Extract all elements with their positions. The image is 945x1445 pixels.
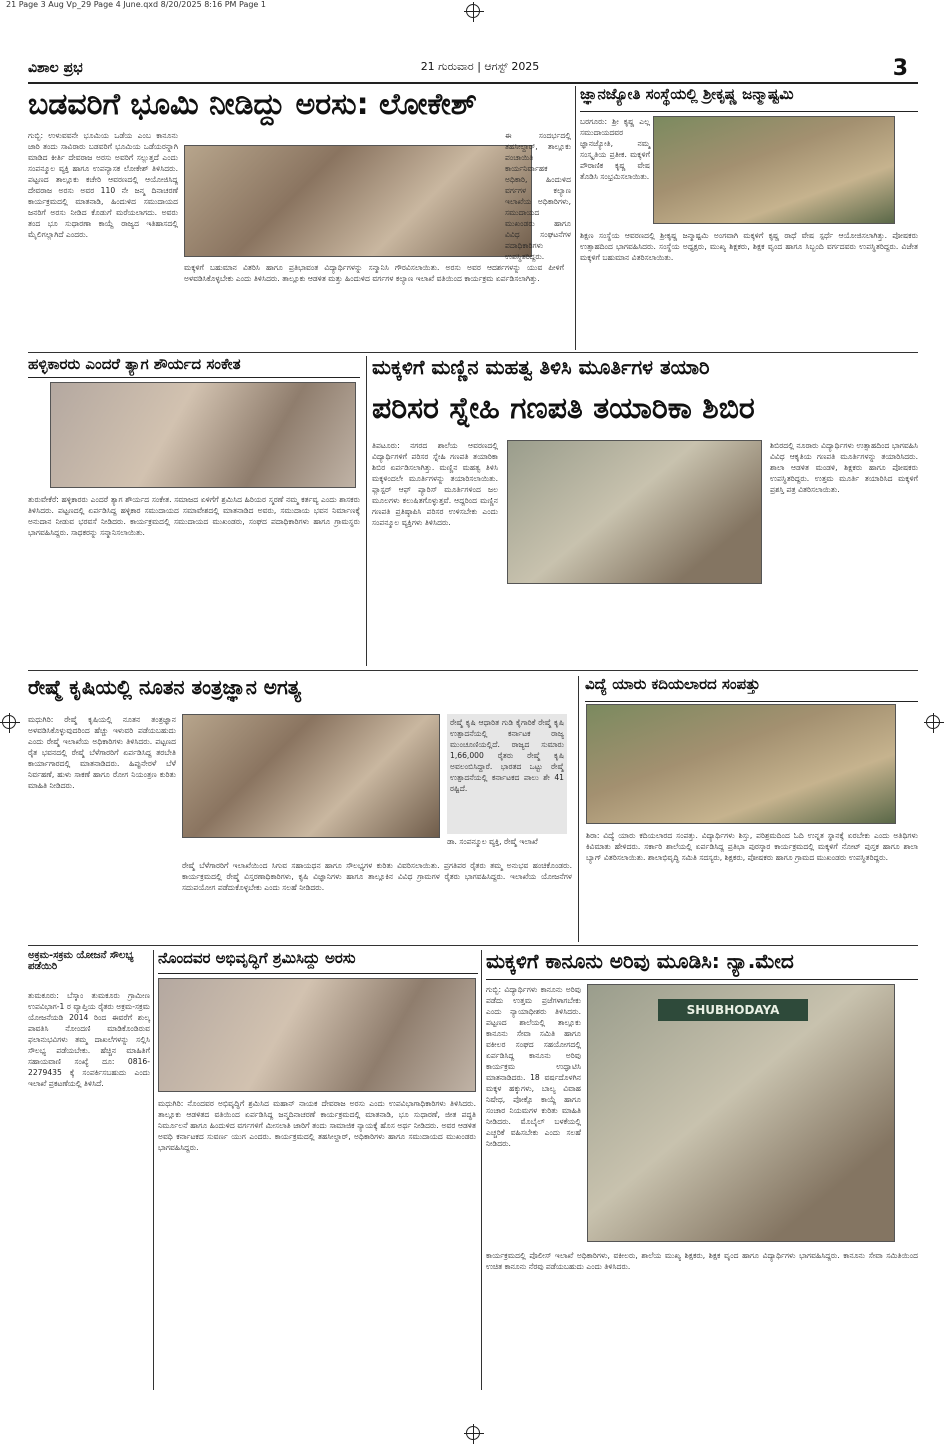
- headline-land: ಬಡವರಿಗೆ ಭೂಮಿ ನೀಡಿದ್ದು ಅರಸು: ಲೋಕೇಶ್: [28, 87, 477, 122]
- article-ganesha-body: ತಿಪಟೂರು: ನಗರದ ಶಾಲೆಯ ಆವರಣದಲ್ಲಿ ವಿದ್ಯಾರ್ಥಿಗಳಿಗೆ ಪರಿಸರ ಸ್ನೇಹಿ ಗಣಪತಿ ತಯಾರಿಕಾ ಶಿಬಿರ ಏರ್ಪಡಿಸಲಾಗಿತ್ತು. ಮಣ್ಣಿನ ಮಹತ್ವ ತಿಳಿಸಿ ಮಕ್ಕಳಿಂದಲೇ ಮೂರ್ತಿಗಳನ್ನು ತಯಾರಿಸಲಾಯಿತು. ಪ್ಲಾಸ್ಟರ್ ಆಫ್ ಪ್ಯಾರಿಸ್ ಮೂರ್ತಿಗಳಿಂದ ಜಲ ಮೂಲಗಳು ಕಲುಷಿತಗೊಳ್ಳುತ್ತವೆ. ಆದ್ದರಿಂದ ಮಣ್ಣಿನ ಗಣಪತಿ ಪ್ರತಿಷ್ಠಾಪಿಸಿ ಪರಿಸರ ಉಳಿಸಬೇಕು ಎಂದು ಸಂಪನ್ಮೂಲ ವ್ಯಕ್ತಿಗಳು ತಿಳಿಸಿದರು.: [372, 441, 498, 527]
- article-krishna-side: ಬರಗೂರು: ಶ್ರೀ ಕೃಷ್ಣ ಎಲ್ಲ ಸಮುದಾಯದವರ ಜ್ಞಾನಜ್ಯೋತಿ, ನಮ್ಮ ಸಂಸ್ಕೃತಿಯ ಪ್ರತೀಕ. ಮಕ್ಕಳಿಗೆ ಪೌರಾಣಿಕ ಕೃಷ್ಣ ವೇಷ ತೊಡಿಸಿ ಸಂಭ್ರಮಿಸಲಾಯಿತು.: [580, 117, 650, 181]
- headline-arasu: ನೊಂದವರ ಅಭಿವೃದ್ಧಿಗೆ ಶ್ರಮಿಸಿದ್ದು ಅರಸು: [158, 950, 478, 974]
- article-law-body2: ಕಾರ್ಯಕ್ರಮದಲ್ಲಿ ಪೊಲೀಸ್ ಇಲಾಖೆ ಅಧಿಕಾರಿಗಳು, ವಕೀಲರು, ಶಾಲೆಯ ಮುಖ್ಯ ಶಿಕ್ಷಕರು, ಶಿಕ್ಷಕ ವೃಂದ ಹಾಗೂ ವಿದ್ಯಾರ್ಥಿಗಳು ಭಾಗವಹಿಸಿದ್ದರು. ಕಾನೂನು ಸೇವಾ ಸಮಿತಿಯಿಂದ ಉಚಿತ ಕಾನೂನು ನೆರವು ಪಡೆಯಬಹುದು ಎಂದು ತಿಳಿಸಿದರು.: [486, 1251, 918, 1271]
- article-krishna-body: ಶಿಕ್ಷಣ ಸಂಸ್ಥೆಯ ಆವರಣದಲ್ಲಿ ಶ್ರೀಕೃಷ್ಣ ಜನ್ಮಾಷ್ಟಮಿ ಅಂಗವಾಗಿ ಮಕ್ಕಳಿಗೆ ಕೃಷ್ಣ ರಾಧೆ ವೇಷ ಸ್ಪರ್ಧೆ ಆಯೋಜಿಸಲಾಗಿತ್ತು. ಪೋಷಕರು ಉತ್ಸಾಹದಿಂದ ಭಾಗವಹಿಸಿದರು. ಸಂಸ್ಥೆಯ ಅಧ್ಯಕ್ಷರು, ಮುಖ್ಯ ಶಿಕ್ಷಕರು, ಶಿಕ್ಷಕ ವೃಂದ ಹಾಗೂ ಸಿಬ್ಬಂದಿ ವರ್ಗದವರು ಉಪಸ್ಥಿತರಿದ್ದರು. ವಿಜೇತ ಮಕ್ಕಳಿಗೆ ಬಹುಮಾನ ವಿತರಿಸಲಾಯಿತು.: [580, 231, 918, 262]
- column-rule: [578, 676, 579, 942]
- photo-law-lamp-lighting: [587, 984, 895, 1242]
- headline-halli: ಹಳ್ಳಿಕಾರರು ಎಂದರೆ ತ್ಯಾಗ ಶೌರ್ಯದ ಸಂಕೇತ: [28, 356, 360, 378]
- photo-ganesha-workshop: [507, 440, 762, 584]
- registration-mark-top: [466, 4, 480, 18]
- section-rule: [28, 670, 918, 671]
- column-rule: [153, 950, 154, 1390]
- masthead-name: ವಿಶಾಲ ಪ್ರಭ: [28, 60, 83, 76]
- headline-silk: ರೇಷ್ಮೆ ಕೃಷಿಯಲ್ಲಿ ನೂತನ ತಂತ್ರಜ್ಞಾನ ಅಗತ್ಯ: [28, 675, 302, 699]
- article-law-body: ಗುಬ್ಬಿ: ವಿದ್ಯಾರ್ಥಿಗಳು ಕಾನೂನು ಅರಿವು ಪಡೆದು ಉತ್ತಮ ಪ್ರಜೆಗಳಾಗಬೇಕು ಎಂದು ನ್ಯಾಯಾಧೀಶರು ತಿಳಿಸಿದರು. ಪಟ್ಟಣದ ಶಾಲೆಯಲ್ಲಿ ತಾಲ್ಲೂಕು ಕಾನೂನು ಸೇವಾ ಸಮಿತಿ ಹಾಗೂ ವಕೀಲರ ಸಂಘದ ಸಹಯೋಗದಲ್ಲಿ ಏರ್ಪಡಿಸಿದ್ದ ಕಾನೂನು ಅರಿವು ಕಾರ್ಯಕ್ರಮ ಉದ್ಘಾಟಿಸಿ ಮಾತನಾಡಿದರು. 18 ವರ್ಷದೊಳಗಿನ ಮಕ್ಕಳ ಹಕ್ಕುಗಳು, ಬಾಲ್ಯ ವಿವಾಹ ನಿಷೇಧ, ಪೋಕ್ಸೊ ಕಾಯ್ದೆ ಹಾಗೂ ಸಂಚಾರ ನಿಯಮಗಳ ಕುರಿತು ಮಾಹಿತಿ ನೀಡಿದರು. ಮೊಬೈಲ್ ಬಳಕೆಯಲ್ಲಿ ಎಚ್ಚರಿಕೆ ವಹಿಸಬೇಕು ಎಂದು ಸಲಹೆ ನೀಡಿದರು.: [486, 985, 581, 1148]
- photo-arasu-meeting: [158, 978, 476, 1092]
- silk-fact-box: ರೇಷ್ಮೆ ಕೃಷಿ ಆಧಾರಿತ ಗುಡಿ ಕೈಗಾರಿಕೆ ರೇಷ್ಮೆ ಕೃಷಿ ಉತ್ಪಾದನೆಯಲ್ಲಿ ಕರ್ನಾಟಕ ರಾಜ್ಯ ಮುಂಚೂಣಿಯಲ್ಲಿದೆ. ರಾಜ್ಯದ ಸುಮಾರು 1,66,000 ರೈತರು ರೇಷ್ಮೆ ಕೃಷಿ ಅವಲಂಬಿಸಿದ್ದಾರೆ. ಭಾರತದ ಒಟ್ಟು ರೇಷ್ಮೆ ಉತ್ಪಾದನೆಯಲ್ಲಿ ಕರ್ನಾಟಕದ ಪಾಲು ಶೇ 41 ರಷ್ಟಿದೆ.: [447, 714, 567, 834]
- headline-ganesha-1: ಮಕ್ಕಳಿಗೆ ಮಣ್ಣಿನ ಮಹತ್ವ ತಿಳಿಸಿ ಮೂರ್ತಿಗಳ ತಯಾರಿ: [372, 355, 710, 379]
- headline-vidya: ವಿದ್ಯೆ ಯಾರು ಕದಿಯಲಾರದ ಸಂಪತ್ತು: [585, 676, 918, 702]
- registration-mark-left: [2, 715, 16, 729]
- photo-halli-event: [50, 382, 356, 488]
- article-land-below: ಮಕ್ಕಳಿಗೆ ಬಹುಮಾನ ವಿತರಿಸಿ ಹಾಗೂ ಪ್ರತಿಭಾವಂತ ವಿದ್ಯಾರ್ಥಿಗಳನ್ನು ಸನ್ಮಾನಿಸಿ ಗೌರವಿಸಲಾಯಿತು. ಅರಸು ಅವರ ಆದರ್ಶಗಳನ್ನು ಯುವ ಪೀಳಿಗೆ ಅಳವಡಿಸಿಕೊಳ್ಳಬೇಕು ಎಂದು ತಿಳಿಸಿದರು. ತಾಲ್ಲೂಕು ಆಡಳಿತ ಮತ್ತು ಹಿಂದುಳಿದ ವರ್ಗಗಳ ಕಲ್ಯಾಣ ಇಲಾಖೆ ವತಿಯಿಂದ ಕಾರ್ಯಕ್ರಮ ಏರ್ಪಡಿಸಲಾಗಿತ್ತು.: [184, 263, 564, 283]
- silk-fact-box-credit: ಡಾ. ಸಂಪನ್ಮೂಲ ವ್ಯಕ್ತಿ, ರೇಷ್ಮೆ ಇಲಾಖೆ: [447, 837, 538, 846]
- column-rule: [575, 86, 576, 350]
- photo-silk-training: [182, 714, 440, 838]
- photo-land-ceremony: [184, 145, 532, 257]
- photo-krishna-children: [653, 116, 895, 224]
- page-number: 3: [892, 56, 908, 81]
- article-land-col4: ಈ ಸಂದರ್ಭದಲ್ಲಿ ತಹಸೀಲ್ದಾರ್, ತಾಲ್ಲೂಕು ಪಂಚಾಯಿತಿ ಕಾರ್ಯನಿರ್ವಾಹಕ ಅಧಿಕಾರಿ, ಹಿಂದುಳಿದ ವರ್ಗಗಳ ಕಲ್ಯಾಣ ಇಲಾಖೆಯ ಅಧಿಕಾರಿಗಳು, ಸಮುದಾಯದ ಮುಖಂಡರು ಹಾಗೂ ವಿವಿಧ ಸಂಘಟನೆಗಳ ಪದಾಧಿಕಾರಿಗಳು ಉಪಸ್ಥಿತರಿದ್ದರು.: [505, 131, 571, 261]
- column-rule: [481, 950, 482, 1390]
- article-silk-body2: ರೇಷ್ಮೆ ಬೆಳೆಗಾರರಿಗೆ ಇಲಾಖೆಯಿಂದ ಸಿಗುವ ಸಹಾಯಧನ ಹಾಗೂ ಸೌಲಭ್ಯಗಳ ಕುರಿತು ವಿವರಿಸಲಾಯಿತು. ಪ್ರಗತಿಪರ ರೈತರು ತಮ್ಮ ಅನುಭವ ಹಂಚಿಕೊಂಡರು. ಕಾರ್ಯಕ್ರಮದಲ್ಲಿ ರೇಷ್ಮೆ ವಿಸ್ತರಣಾಧಿಕಾರಿಗಳು, ಕೃಷಿ ವಿಜ್ಞಾನಿಗಳು ಹಾಗೂ ತಾಲ್ಲೂಕಿನ ವಿವಿಧ ಗ್ರಾಮಗಳ ರೈತರು ಭಾಗವಹಿಸಿದ್ದರು. ಇಲಾಖೆಯ ಯೋಜನೆಗಳ ಸದುಪಯೋಗ ಪಡೆದುಕೊಳ್ಳಬೇಕು ಎಂದು ಸಲಹೆ ನೀಡಿದರು.: [182, 861, 572, 892]
- article-ganesha-body2: ಶಿಬಿರದಲ್ಲಿ ನೂರಾರು ವಿದ್ಯಾರ್ಥಿಗಳು ಉತ್ಸಾಹದಿಂದ ಭಾಗವಹಿಸಿ ವಿವಿಧ ಆಕೃತಿಯ ಗಣಪತಿ ಮೂರ್ತಿಗಳನ್ನು ತಯಾರಿಸಿದರು. ಶಾಲಾ ಆಡಳಿತ ಮಂಡಳಿ, ಶಿಕ್ಷಕರು ಹಾಗೂ ಪೋಷಕರು ಉಪಸ್ಥಿತರಿದ್ದರು. ಉತ್ತಮ ಮೂರ್ತಿ ತಯಾರಿಸಿದ ಮಕ್ಕಳಿಗೆ ಪ್ರಶಸ್ತಿ ಪತ್ರ ವಿತರಿಸಲಾಯಿತು.: [770, 441, 918, 494]
- section-rule: [28, 945, 918, 946]
- article-akrama-body: ತುಮಕೂರು: ಬೆಸ್ಕಾಂ ತುಮಕೂರು ಗ್ರಾಮೀಣ ಉಪವಿಭಾಗ-1 ರ ವ್ಯಾಪ್ತಿಯ ರೈತರು ಅಕ್ರಮ-ಸಕ್ರಮ ಯೋಜನೆಯಡಿ 2014 ರಿಂದ ಈವರೆಗೆ ಶುಲ್ಕ ಪಾವತಿಸಿ ನೋಂದಣಿ ಮಾಡಿಕೊಂಡಿರುವ ಫಲಾನುಭವಿಗಳು ತಮ್ಮ ದಾಖಲೆಗಳನ್ನು ಸಲ್ಲಿಸಿ ಸೌಲಭ್ಯ ಪಡೆಯಬೇಕು. ಹೆಚ್ಚಿನ ಮಾಹಿತಿಗೆ ಸಹಾಯವಾಣಿ ಸಂಖ್ಯೆ ದೂ: 0816-2279435 ಕ್ಕೆ ಸಂಪರ್ಕಿಸಬಹುದು ಎಂದು ಇಲಾಖೆ ಪ್ರಕಟಣೆಯಲ್ಲಿ ತಿಳಿಸಿದೆ.: [28, 991, 150, 1088]
- article-arasu-body: ಮಧುಗಿರಿ: ನೊಂದವರ ಅಭಿವೃದ್ಧಿಗೆ ಶ್ರಮಿಸಿದ ಮಹಾನ್ ನಾಯಕ ದೇವರಾಜ ಅರಸು ಎಂದು ಉಪವಿಭಾಗಾಧಿಕಾರಿಗಳು ತಿಳಿಸಿದರು. ತಾಲ್ಲೂಕು ಆಡಳಿತದ ವತಿಯಿಂದ ಏರ್ಪಡಿಸಿದ್ದ ಜನ್ಮದಿನಾಚರಣೆ ಕಾರ್ಯಕ್ರಮದಲ್ಲಿ ಮಾತನಾಡಿ, ಭೂ ಸುಧಾರಣೆ, ಜೀತ ಪದ್ಧತಿ ನಿರ್ಮೂಲನೆ ಹಾಗೂ ಹಿಂದುಳಿದ ವರ್ಗಗಳಿಗೆ ಮೀಸಲಾತಿ ಜಾರಿಗೆ ತಂದು ಸಾಮಾಜಿಕ ನ್ಯಾಯಕ್ಕೆ ಹೊಸ ಅರ್ಥ ನೀಡಿದರು. ಅವರ ಆಡಳಿತ ಅವಧಿ ಕರ್ನಾಟಕದ ಸುವರ್ಣ ಯುಗ ಎಂದರು. ಕಾರ್ಯಕ್ರಮದಲ್ಲಿ ತಹಸೀಲ್ದಾರ್, ಅಧಿಕಾರಿಗಳು ಹಾಗೂ ಸಮುದಾಯದ ಮುಖಂಡರು ಭಾಗವಹಿಸಿದ್ದರು.: [158, 1099, 476, 1152]
- article-vidya-body: ಶಿರಾ: ವಿದ್ಯೆ ಯಾರು ಕದಿಯಲಾರದ ಸಂಪತ್ತು. ವಿದ್ಯಾರ್ಥಿಗಳು ಶಿಸ್ತು, ಪರಿಶ್ರಮದಿಂದ ಓದಿ ಉನ್ನತ ಸ್ಥಾನಕ್ಕೆ ಏರಬೇಕು ಎಂದು ಅತಿಥಿಗಳು ಕಿವಿಮಾತು ಹೇಳಿದರು. ಸರ್ಕಾರಿ ಶಾಲೆಯಲ್ಲಿ ಏರ್ಪಡಿಸಿದ್ದ ಪ್ರತಿಭಾ ಪುರಸ್ಕಾರ ಕಾರ್ಯಕ್ರಮದಲ್ಲಿ ಮಕ್ಕಳಿಗೆ ನೋಟ್ ಪುಸ್ತಕ ಹಾಗೂ ಶಾಲಾ ಬ್ಯಾಗ್ ವಿತರಿಸಲಾಯಿತು. ಶಾಲಾಭಿವೃದ್ಧಿ ಸಮಿತಿ ಸದಸ್ಯರು, ಶಿಕ್ಷಕರು, ಪೋಷಕರು ಹಾಗೂ ಗ್ರಾಮದ ಮುಖಂಡರು ಉಪಸ್ಥಿತರಿದ್ದರು.: [586, 831, 918, 862]
- headline-ganesha-2: ಪರಿಸರ ಸ್ನೇಹಿ ಗಣಪತಿ ತಯಾರಿಕಾ ಶಿಬಿರ: [372, 391, 755, 426]
- column-rule: [366, 356, 367, 666]
- headline-akrama: ಅಕ್ರಮ-ಸಕ್ರಮ ಯೋಜನೆ ಸೌಲಭ್ಯ ಪಡೆಯಿರಿ: [28, 950, 134, 972]
- article-halli-body: ತುರುವೇಕೆರೆ: ಹಳ್ಳಿಕಾರರು ಎಂದರೆ ತ್ಯಾಗ ಶೌರ್ಯದ ಸಂಕೇತ. ಸಮಾಜದ ಏಳಿಗೆಗೆ ಶ್ರಮಿಸಿದ ಹಿರಿಯರ ಸ್ಮರಣೆ ನಮ್ಮ ಕರ್ತವ್ಯ ಎಂದು ಶಾಸಕರು ತಿಳಿಸಿದರು. ಪಟ್ಟಣದಲ್ಲಿ ಏರ್ಪಡಿಸಿದ್ದ ಹಳ್ಳಿಕಾರ ಸಮುದಾಯದ ಸಮಾವೇಶದಲ್ಲಿ ಮಾತನಾಡಿದ ಅವರು, ಸಮುದಾಯ ಭವನ ನಿರ್ಮಾಣಕ್ಕೆ ಅನುದಾನ ನೀಡುವ ಭರವಸೆ ನೀಡಿದರು. ಕಾರ್ಯಕ್ರಮದಲ್ಲಿ ಸಮುದಾಯದ ಮುಖಂಡರು, ಸಂಘದ ಪದಾಧಿಕಾರಿಗಳು ಹಾಗೂ ಗ್ರಾಮಸ್ಥರು ಭಾಗವಹಿಸಿದ್ದರು. ಸಾಧಕರನ್ನು ಸನ್ಮಾನಿಸಲಾಯಿತು.: [28, 495, 360, 537]
- headline-krishna: ಜ್ಞಾನಜ್ಯೋತಿ ಸಂಸ್ಥೆಯಲ್ಲಿ ಶ್ರೀಕೃಷ್ಣ ಜನ್ಮಾಷ್ಟಮಿ: [580, 86, 918, 112]
- photo-vidya-students: [586, 704, 896, 824]
- registration-mark-bottom: [466, 1426, 480, 1440]
- banner-shubhodaya: SHUBHODAYA: [658, 999, 808, 1021]
- headline-law: ಮಕ್ಕಳಿಗೆ ಕಾನೂನು ಅರಿವು ಮೂಡಿಸಿ: ನ್ಯಾ.ಮೇದ: [486, 950, 918, 980]
- print-slug: 21 Page 3 Aug Vp_29 Page 4 June.qxd 8/20/2025 8:16 PM Page 1: [6, 0, 266, 9]
- masthead-rule: [28, 82, 918, 84]
- registration-mark-right: [926, 715, 940, 729]
- article-land-col1: ಗುಬ್ಬಿ: ಉಳುವವನೇ ಭೂಮಿಯ ಒಡೆಯ ಎಂಬ ಕಾನೂನು ಜಾರಿ ತಂದು ಸಾವಿರಾರು ಬಡವರಿಗೆ ಭೂಮಿಯ ಒಡೆಯರನ್ನಾಗಿ ಮಾಡಿದ ಕೀರ್ತಿ ದೇವರಾಜ ಅರಸು ಅವರಿಗೆ ಸಲ್ಲುತ್ತದೆ ಎಂದು ಸಂಪನ್ಮೂಲ ವ್ಯಕ್ತಿ ಹಾಗೂ ಉಪನ್ಯಾಸಕ ಲೋಕೇಶ್ ತಿಳಿಸಿದರು. ಪಟ್ಟಣದ ತಾಲ್ಲೂಕು ಕಚೇರಿ ಆವರಣದಲ್ಲಿ ಆಯೋಜಿಸಿದ್ದ ದೇವರಾಜ ಅರಸು ಅವರ 110 ನೇ ಜನ್ಮ ದಿನಾಚರಣೆ ಕಾರ್ಯಕ್ರಮದಲ್ಲಿ ಮಾತನಾಡಿ, ಹಿಂದುಳಿದ ಸಮುದಾಯದ ಜನರಿಗೆ ಅರಸು ನೀಡಿದ ಕೊಡುಗೆ ಮರೆಯಲಾಗದು. ಅವರು ತಂದ ಭೂ ಸುಧಾರಣಾ ಕಾಯ್ದೆ ರಾಜ್ಯದ ಇತಿಹಾಸದಲ್ಲಿ ಮೈಲಿಗಲ್ಲಾಗಿದೆ ಎಂದರು.: [28, 131, 178, 239]
- article-silk-body: ಮಧುಗಿರಿ: ರೇಷ್ಮೆ ಕೃಷಿಯಲ್ಲಿ ನೂತನ ತಂತ್ರಜ್ಞಾನ ಅಳವಡಿಸಿಕೊಳ್ಳುವುದರಿಂದ ಹೆಚ್ಚು ಇಳುವರಿ ಪಡೆಯಬಹುದು ಎಂದು ರೇಷ್ಮೆ ಇಲಾಖೆಯ ಅಧಿಕಾರಿಗಳು ತಿಳಿಸಿದರು. ಪಟ್ಟಣದ ರೈತ ಭವನದಲ್ಲಿ ರೇಷ್ಮೆ ಬೆಳೆಗಾರರಿಗೆ ಏರ್ಪಡಿಸಿದ್ದ ತರಬೇತಿ ಕಾರ್ಯಾಗಾರದಲ್ಲಿ ಮಾತನಾಡಿದರು. ಹಿಪ್ಪುನೇರಳೆ ಬೆಳೆ ನಿರ್ವಹಣೆ, ಹುಳು ಸಾಕಣೆ ಹಾಗೂ ರೋಗ ನಿಯಂತ್ರಣ ಕುರಿತು ಮಾಹಿತಿ ನೀಡಿದರು.: [28, 715, 176, 790]
- dateline: 21 ಗುರುವಾರ | ಆಗಸ್ಟ್ 2025: [420, 60, 540, 73]
- section-rule: [28, 352, 918, 353]
